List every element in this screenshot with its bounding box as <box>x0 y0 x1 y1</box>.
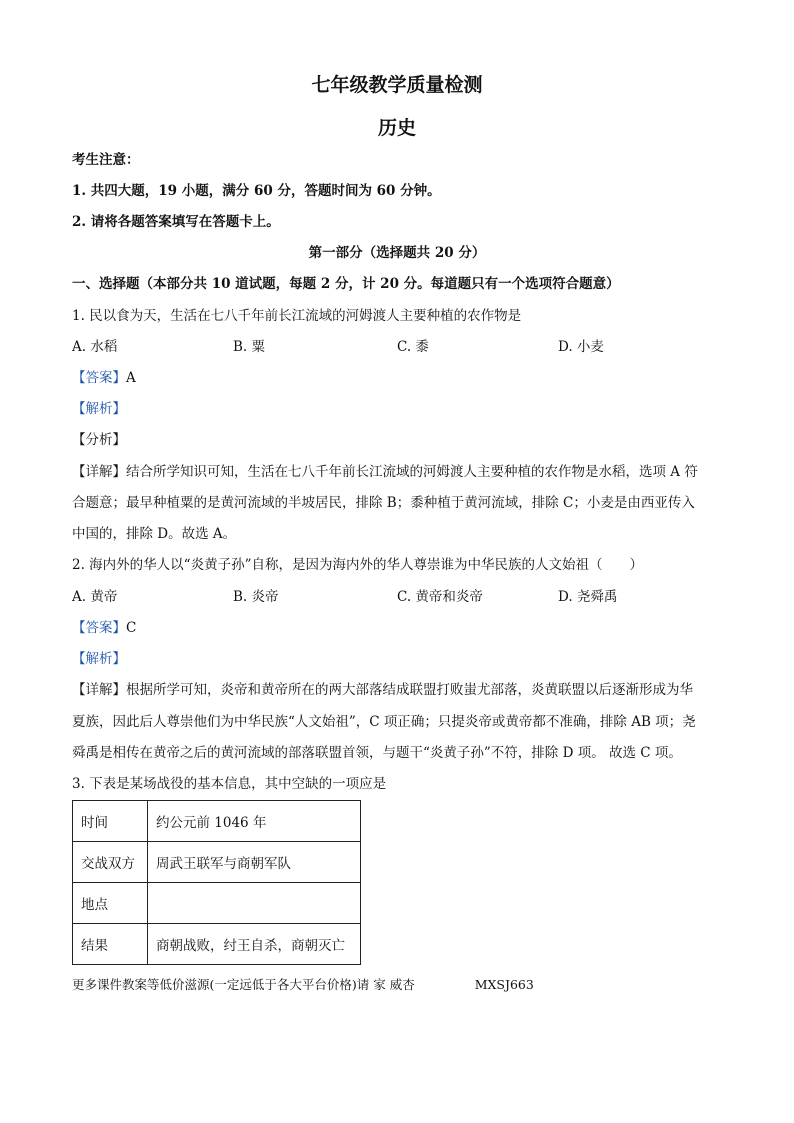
table-row <box>73 883 361 924</box>
footer-text: 更多课件教案等低价滋源(一定远低于各大平台价格)请 家 威杏 <box>72 977 415 992</box>
q2-analysis-tag: 【解析】 <box>72 651 126 667</box>
q2-option-b: B. 炎帝 <box>233 589 279 605</box>
answer-value: A <box>126 370 136 386</box>
part1-heading: 第一部分（选择题共 20 分） <box>308 245 486 261</box>
q1-option-c: C. 黍 <box>397 339 429 355</box>
answer-tag: 【答案】 <box>72 370 126 386</box>
detail-text: 结合所学知识可知，生活在七八千年前长江流域的河姆渡人主要种植的农作物是水稻，选项 A 符 <box>126 464 698 480</box>
detail-text: 根据所学可知，炎帝和黄帝所在的两大部落结成联盟打败蚩尤部落，炎黄联盟以后逐渐形成为华 <box>126 682 693 698</box>
q2-answer <box>72 618 136 638</box>
q1-analysis-tag: 【解析】 <box>72 401 126 417</box>
table-key: 结果 <box>73 924 148 965</box>
q1-option-a: A. 水稻 <box>72 339 118 355</box>
answer-value: C <box>126 620 137 636</box>
q1-answer <box>72 368 136 388</box>
q2-option-c: C. 黄帝和炎帝 <box>397 589 483 605</box>
q2-detail-line-2: 夏族，因此后人尊崇他们为中华民族“人文始祖”，C 项正确；只提炎帝或黄帝都不准确，排除 AB 项；尧 <box>72 714 696 730</box>
q2-detail-line-1 <box>72 680 693 700</box>
table-value: 约公元前 1046 年 <box>148 801 361 842</box>
notice-item-1: 1. 共四大题，19 小题，满分 60 分，答题时间为 60 分钟。 <box>72 183 441 199</box>
question-2-stem: 2. 海内外的华人以“炎黄子孙”自称，是因为海内外的华人尊崇谁为中华民族的人文始祖（ ） <box>72 557 643 573</box>
detail-tag: 【详解】 <box>72 464 126 480</box>
table-key: 时间 <box>73 801 148 842</box>
battle-info-table <box>72 800 361 965</box>
q2-option-d: D. 尧舜禹 <box>558 589 618 605</box>
notice-item-2: 2. 请将各题答案填写在答题卡上。 <box>72 214 280 230</box>
table-key: 地点 <box>73 883 148 924</box>
q1-detail-line-2: 合题意；最早种植粟的是黄河流域的半坡居民，排除 B；黍种植于黄河流域，排除 C；小麦是由西亚传入 <box>72 495 695 511</box>
exam-title: 七年级教学质量检测 <box>311 74 483 96</box>
section-heading: 一、选择题（本部分共 10 道试题，每题 2 分，计 20 分。每道题只有一个选项符合题意） <box>72 276 620 292</box>
subject-title: 历史 <box>377 117 416 139</box>
table-row <box>73 842 361 883</box>
table-key: 交战双方 <box>73 842 148 883</box>
q1-fenxi-tag: 【分析】 <box>72 432 126 448</box>
table-row <box>73 924 361 965</box>
question-1-stem: 1. 民以食为天，生活在七八千年前长江流域的河姆渡人主要种植的农作物是 <box>72 308 522 324</box>
footer-code: MXSJ663 <box>474 977 534 992</box>
q1-detail-line-3: 中国的，排除 D。故选 A。 <box>72 526 237 542</box>
notice-heading: 考生注意： <box>72 152 140 168</box>
footer-note <box>72 975 534 993</box>
detail-tag: 【详解】 <box>72 682 126 698</box>
q1-option-b: B. 粟 <box>233 339 266 355</box>
q1-detail-line-1 <box>72 462 698 482</box>
question-3-stem: 3. 下表是某场战役的基本信息，其中空缺的一项应是 <box>72 776 387 792</box>
table-value: 周武王联军与商朝军队 <box>148 842 361 883</box>
q2-option-a: A. 黄帝 <box>72 589 118 605</box>
q1-option-d: D. 小麦 <box>558 339 604 355</box>
table-value-blank <box>148 883 361 924</box>
answer-tag: 【答案】 <box>72 620 126 636</box>
table-value: 商朝战败，纣王自杀，商朝灭亡 <box>148 924 361 965</box>
q2-detail-line-3: 舜禹是相传在黄帝之后的黄河流域的部落联盟首领，与题干“炎黄子孙”不符，排除 D 项。 故选 C 项。 <box>72 745 682 761</box>
table-row <box>73 801 361 842</box>
